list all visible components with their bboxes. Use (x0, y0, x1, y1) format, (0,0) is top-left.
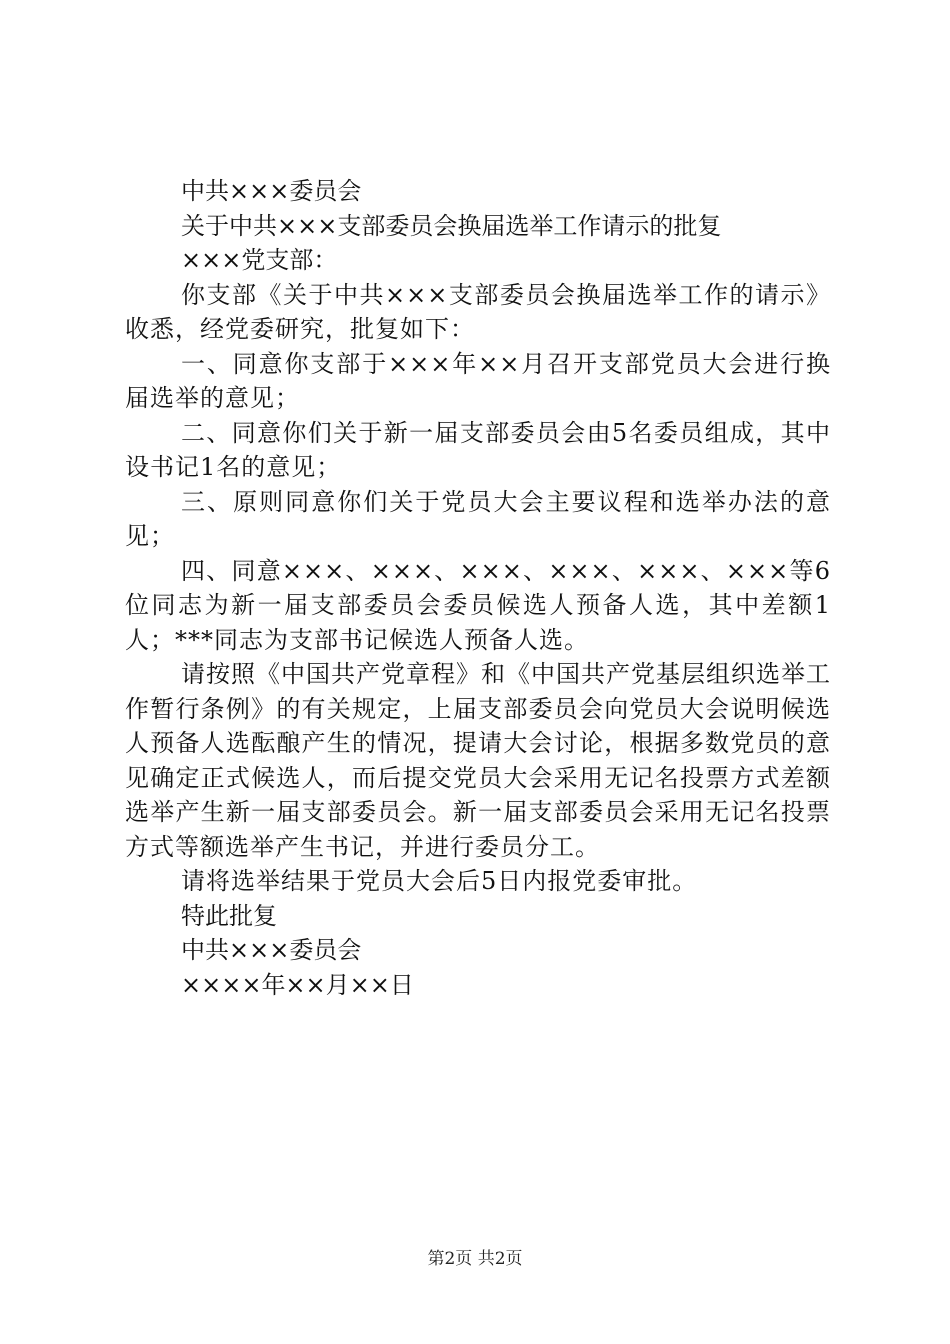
paragraph-intro: 你支部《关于中共×××支部委员会换届选举工作的请示》收悉，经党委研究，批复如下： (125, 280, 831, 343)
paragraph-item-4: 四、同意×××、×××、×××、×××、×××、×××等6位同志为新一届支部委员会委员候选人预备人选，其中差额1人；***同志为支部书记候选人预备人选。 (125, 556, 831, 654)
paragraph-item-3: 三、原则同意你们关于党员大会主要议程和选举办法的意见； (125, 487, 831, 550)
addressee: ×××党支部： (181, 246, 338, 274)
signature-organization: 中共×××委员会 (181, 936, 362, 964)
document-title: 关于中共×××支部委员会换届选举工作请示的批复 (181, 211, 722, 240)
paragraph-instructions: 请按照《中国共产党章程》和《中国共产党基层组织选举工作暂行条例》的有关规定，上届支部委员会向党员大会说明候选人预备人选酝酿产生的情况，提请大会讨论，根据多数党员的意见确定正式候选人，而后提交党员大会采用无记名投票方式差额选举产生新一届支部委员会。新一届支部委员会采用无记名投票方式等额选举产生书记，并进行委员分工。 (125, 660, 831, 861)
paragraph-report: 请将选举结果于党员大会后5日内报党委审批。 (181, 867, 698, 895)
page-number: 第2页 共2页 (427, 1249, 523, 1269)
closing-phrase: 特此批复 (181, 901, 277, 930)
header-organization: 中共×××委员会 (181, 177, 362, 205)
document-date: ××××年××月××日 (181, 970, 414, 999)
paragraph-item-1: 一、同意你支部于×××年××月召开支部党员大会进行换届选举的意见； (125, 349, 831, 412)
document-body (125, 174, 831, 1002)
paragraph-item-2: 二、同意你们关于新一届支部委员会由5名委员组成，其中设书记1名的意见； (125, 418, 831, 481)
